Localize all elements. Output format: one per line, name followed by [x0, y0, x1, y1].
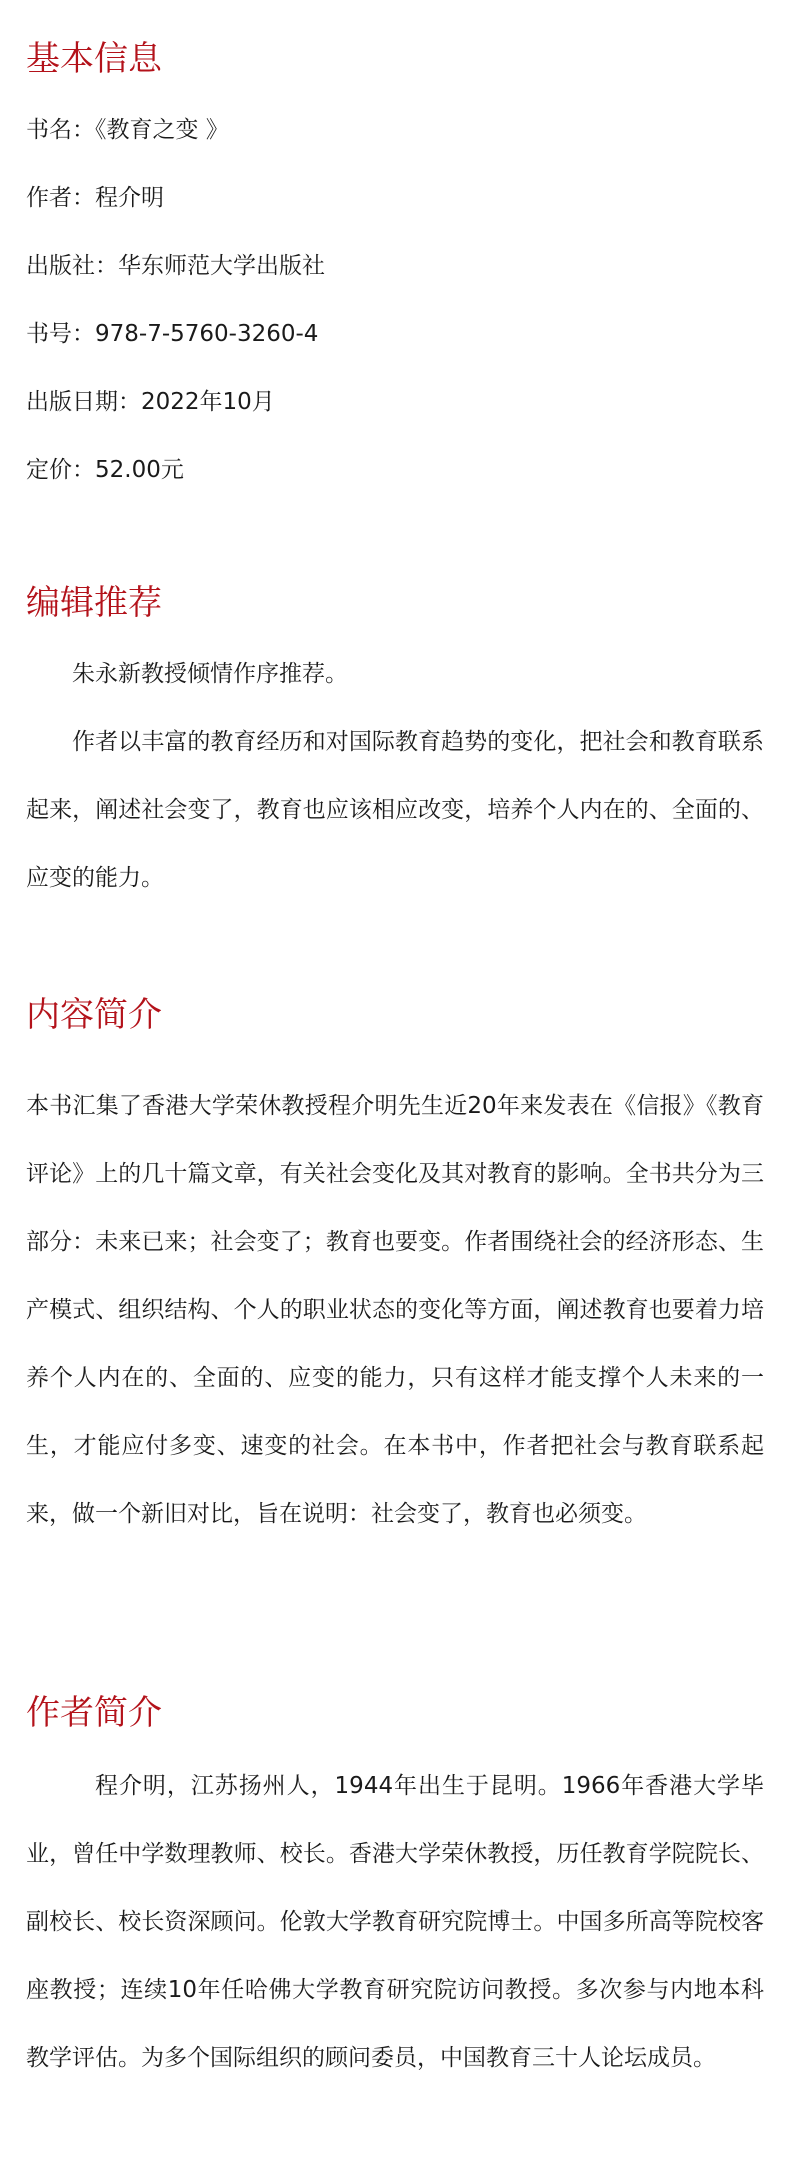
price: 定价：52.00元 — [26, 457, 184, 483]
content-intro-paragraph: 本书汇集了香港大学荣休教授程介明先生近20年来发表在《信报》《教育评论》上的几十篇文章，有关社会变化及其对教育的影响。全书共分为三部分：未来已来；社会变了；教育也要变。作者围绕社会的经济形态、生产模式、组织结构、个人的职业状态的变化等方面，阐述教育也要着力培养个人内在的、全面的、应变的能力，只有这样才能支撑个人未来的一生，才能应付多变、速变的社会。在本书中，作者把社会与教育联系起来，做一个新旧对比，旨在说明：社会变了，教育也必须变。 — [26, 1093, 764, 1527]
isbn: 书号：978-7-5760-3260-4 — [26, 321, 319, 347]
section-title-content-intro: 内容简介 — [26, 995, 162, 1035]
section-title-author-intro: 作者简介 — [26, 1693, 162, 1733]
publisher: 出版社：华东师范大学出版社 — [26, 253, 325, 279]
section-title-editor-recommend: 编辑推荐 — [26, 583, 162, 623]
editor-recommend-body — [26, 640, 764, 912]
editor-recommend-paragraph: 朱永新教授倾情作序推荐。 — [72, 661, 348, 687]
content-intro-body — [26, 1072, 764, 1548]
author: 作者：程介明 — [26, 185, 164, 211]
section-title-basic-info: 基本信息 — [26, 39, 162, 79]
author-intro-body — [26, 1752, 764, 2092]
author-intro-paragraph: 程介明，江苏扬州人，1944年出生于昆明。1966年香港大学毕业，曾任中学数理教师、校长。香港大学荣休教授，历任教育学院院长、副校长、校长资深顾问。伦敦大学教育研究院博士。中国多所高等院校客座教授；连续10年任哈佛大学教育研究院访问教授。多次参与内地本科教学评估。为多个国际组织的顾问委员，中国教育三十人论坛成员。 — [26, 1773, 764, 2071]
book-name: 书名：《教育之变 》 — [26, 117, 229, 143]
pub-date: 出版日期：2022年10月 — [26, 389, 275, 415]
editor-recommend-paragraph: 作者以丰富的教育经历和对国际教育趋势的变化，把社会和教育联系起来，阐述社会变了，教育也应该相应改变，培养个人内在的、全面的、应变的能力。 — [26, 729, 764, 891]
